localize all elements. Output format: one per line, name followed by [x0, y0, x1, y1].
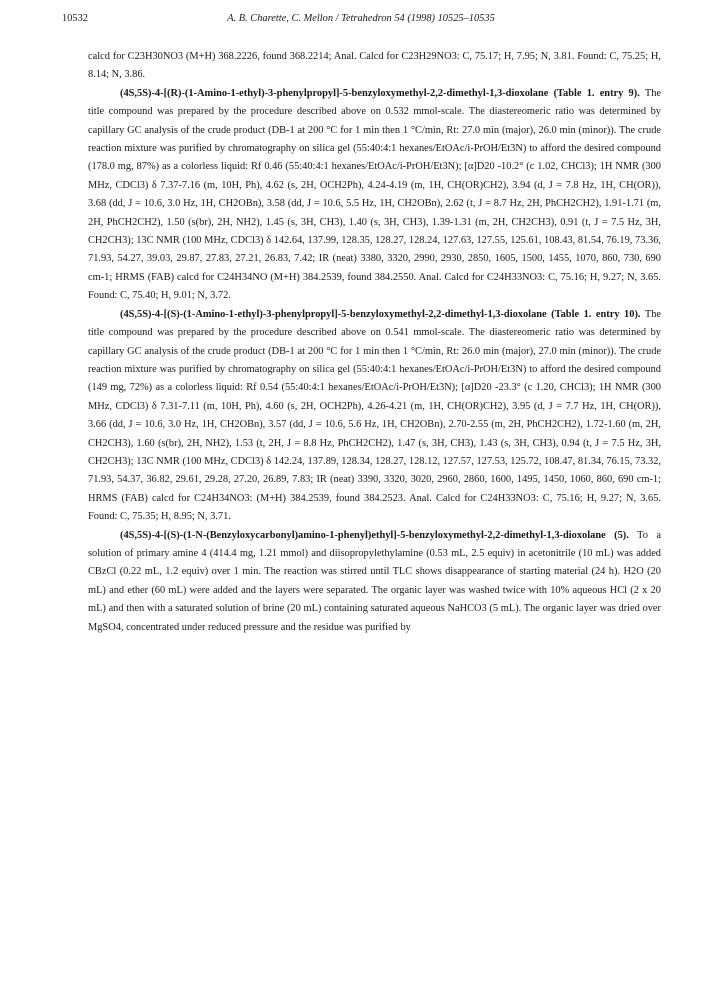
paragraph-entry-9: [88, 85, 661, 306]
paragraph-text: The title compound was prepared by the procedure described above on 0.541 mmol-scale. The diastereomeric ratio was determined by capillary GC analysis of the crude product (DB-1 at 200 °C for 1 min then 1 °C/min, Rt: 26.0 min (major), 27.0 min (minor)). The crude reaction mixture was purified by chromatography on silica gel (55:40:4:1 hexanes/EtOAc/i-PrOH/Et3N) to afford the desired compound (149 mg, 72%) as a colorless liquid: Rf 0.54 (55:40:4:1 hexanes/EtOAc/i-PrOH/Et3N); [α]D20 -23.3° (c 1.20, CHCl3); 1H NMR (300 MHz, CDCl3) δ 7.31-7.11 (m, 10H, Ph), 4.60 (s, 2H, OCH2Ph), 4.26-4.21 (m, 1H, CH(OR)CH2), 3.95 (d, J = 7.7 Hz, 1H, CH(OR)), 3.66 (dd, J = 10.6, 3.0 Hz, 1H, CH2OBn), 3.57 (dd, J = 10.6, 5.6 Hz, 1H, CH2OBn), 2.70-2.55 (m, 2H, PhCH2CH2), 1.72-1.60 (m, 2H, CH2CH3), 1.60 (s(br), 2H, NH2), 1.53 (t, 2H, J = 8.8 Hz, PhCH2CH2), 1.47 (s, 3H, CH3), 1.43 (s, 3H, CH3), 0.94 (t, J = 7.5 Hz, 3H, CH2CH3); 13C NMR (100 MHz, CDCl3) δ 142.24, 137.89, 128.34, 128.27, 128.12, 127.57, 127.53, 125.72, 108.47, 81.34, 76.15, 73.32, 71.93, 54.37, 36.82, 29.61, 29.28, 27.20, 26.89, 7.83; IR (neat) 3390, 3320, 3020, 2960, 2860, 1600, 1495, 1450, 1060, 860, 690 cm-1; HRMS (FAB) calcd for C24H34NO3: (M+H) 384.2539, found 384.2523. Anal. Calcd for C24H33NO3: C, 75.16; H, 9.27; N, 3.65. Found: C, 75.35; H, 8.95; N, 3.71.: [88, 308, 661, 523]
compound-heading: (4S,5S)-4-[(S)-(1-N-(Benzyloxycarbonyl)amino-1-phenyl)ethyl]-5-benzyloxymethyl-2,2-dimethyl-1,3-dioxolane (5).: [120, 529, 629, 541]
running-title: A. B. Charette, C. Mellon / Tetrahedron 54 (1998) 10525–10535: [227, 13, 495, 24]
paragraph-text: The title compound was prepared by the procedure described above on 0.532 mmol-scale. The diastereomeric ratio was determined by capillary GC analysis of the crude product (DB-1 at 200 °C for 1 min then 1 °C/min, Rt: 27.0 min (major), 26.0 min (minor)). The crude reaction mixture was purified by chromatography on silica gel (55:40:4:1 hexanes/EtOAc/i-PrOH/Et3N) to afford the desired compound (178.0 mg, 87%) as a colorless liquid: Rf 0.46 (55:40:4:1 hexanes/EtOAc/i-PrOH/Et3N); [α]D20 -10.2° (c 1.02, CHCl3); 1H NMR (300 MHz, CDCl3) δ 7.37-7.16 (m, 10H, Ph), 4.62 (s, 2H, OCH2Ph), 4.24-4.19 (m, 1H, CH(OR)CH2), 3.94 (d, J = 7.8 Hz, 1H, CH(OR)), 3.68 (dd, J = 10.6, 3.0 Hz, 1H, CH2OBn), 3.58 (dd, J = 10.6, 5.5 Hz, 1H, CH2OBn), 2.62 (t, J = 8.7 Hz, 2H, PhCH2CH2), 1.91-1.71 (m, 2H, PhCH2CH2), 1.50 (s(br), 2H, NH2), 1.45 (s, 3H, CH3), 1.40 (s, 3H, CH3), 1.39-1.31 (m, 2H, CH2CH3), 0.91 (t, J = 7.5 Hz, 3H, CH2CH3); 13C NMR (100 MHz, CDCl3) δ 142.64, 137.99, 128.35, 128.27, 128.24, 127.63, 127.55, 125.61, 108.43, 81.54, 76.19, 73.36, 71.93, 54.27, 39.03, 29.87, 27.83, 27.21, 26.83, 7.42; IR (neat) 3380, 3320, 2990, 2930, 2850, 1605, 1500, 1455, 1070, 860, 730, 690 cm-1; HRMS (FAB) calcd for C24H34NO (M+H) 384.2539, found 384.2550. Anal. Calcd for C24H33NO3: C, 75.16; H, 9.27; N, 3.65. Found: C, 75.40; H, 9.01; N, 3.72.: [88, 87, 662, 302]
paragraph-compound-5: [88, 527, 661, 637]
compound-heading: (4S,5S)-4-[(R)-(1-Amino-1-ethyl)-3-phenylpropyl]-5-benzyloxymethyl-2,2-dimethyl-1,3-dioxolane (Table 1. entry 9).: [120, 87, 640, 99]
paragraph-text: To a solution of primary amine 4 (414.4 mg, 1.21 mmol) and diisopropylethylamine (0.53 mL, 2.5 equiv) in acetonitrile (10 mL) was added CBzCl (0.22 mL, 1.2 equiv) over 1 min. The reaction was stirred until TLC shows disappearance of starting material (24 h). H2O (20 mL) and ether (60 mL) were added and the layers were separated. The organic layer was washed twice with 10% aqueous HCl (2 x 20 mL) and then with a saturated solution of brine (20 mL) containing saturated aqueous NaHCO3 (5 mL). The organic layer was dried over MgSO4, concentrated under reduced pressure and the residue was purified by: [88, 529, 661, 633]
page-number: 10532: [62, 13, 88, 24]
paragraph-text: calcd for C23H30NO3 (M+H) 368.2226, found 368.2214; Anal. Calcd for C23H29NO3: C, 75.17; H, 7.95; N, 3.81. Found: C, 75.25; H, 8.14; N, 3.86.: [88, 51, 661, 81]
article-body: [88, 48, 661, 637]
page-header: [62, 13, 660, 29]
paragraph-entry-10: [88, 306, 661, 527]
compound-heading: (4S,5S)-4-[(S)-(1-Amino-1-ethyl)-3-phenylpropyl]-5-benzyloxymethyl-2,2-dimethyl-1,3-dioxolane (Table 1. entry 10).: [120, 308, 641, 320]
paragraph-continuation: [88, 48, 661, 85]
